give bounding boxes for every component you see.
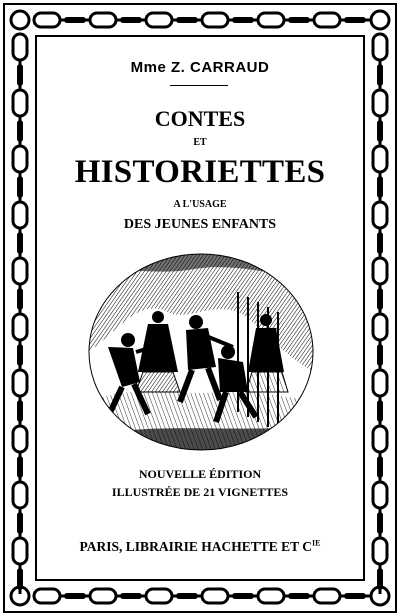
audience-line: DES JEUNES ENFANTS [123,217,277,232]
publisher-suffix: IE [311,538,321,548]
edition-line: NOUVELLE ÉDITION [138,467,262,481]
author-name: Mme Z. CARRAUD [130,59,270,76]
title-line-contes: CONTES [154,106,246,131]
illustration-line: ILLUSTRÉE DE 21 VIGNETTES [111,485,289,499]
publisher-name: PARIS, LIBRAIRIE HACHETTE ET C [79,539,312,554]
author-divider [170,85,228,86]
engraving-children-fighting-icon [88,252,314,452]
title-connector: ET [193,137,207,148]
title-line-historiettes: HISTORIETTES [74,154,326,190]
usage-line: A L'USAGE [173,199,227,210]
publisher-line [0,539,400,555]
